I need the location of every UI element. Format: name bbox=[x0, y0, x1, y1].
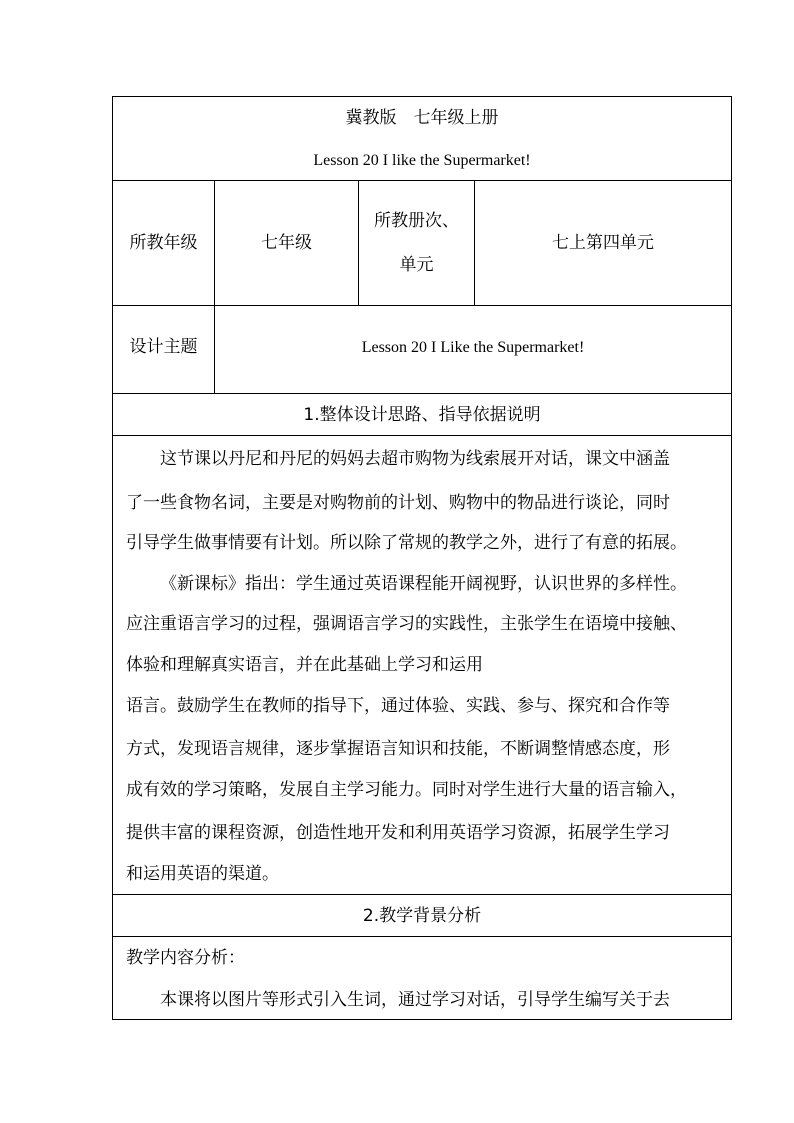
subheading: 教学内容分析： bbox=[126, 948, 245, 968]
row-divider bbox=[112, 894, 732, 895]
volume-value: 七上第四单元 bbox=[552, 233, 654, 253]
paragraph-line: 提供丰富的课程资源，创造性地开发和利用英语学习资源，拓展学生学习 bbox=[126, 823, 670, 843]
row-divider bbox=[112, 180, 732, 181]
volume-label: 单元 bbox=[399, 255, 434, 275]
paragraph-line: 了一些食物名词，主要是对购物前的计划、购物中的物品进行谈论，同时 bbox=[126, 493, 670, 513]
row-divider bbox=[112, 393, 732, 394]
column-divider bbox=[358, 180, 359, 306]
document-title: 冀教版 七年级上册 bbox=[345, 108, 499, 128]
paragraph-line: 本课将以图片等形式引入生词，通过学习对话，引导学生编写关于去 bbox=[160, 990, 670, 1010]
paragraph-line: 成有效的学习策略，发展自主学习能力。同时对学生进行大量的语言输入， bbox=[126, 780, 687, 800]
paragraph-line: 应注重语言学习的过程，强调语言学习的实践性，主张学生在语境中接触、 bbox=[126, 614, 687, 634]
section-heading: 2.教学背景分析 bbox=[362, 906, 482, 926]
paragraph-line: 方式，发现语言规律，逐步掌握语言知识和技能，不断调整情感态度，形 bbox=[126, 739, 670, 759]
column-divider bbox=[214, 180, 215, 394]
theme-label: 设计主题 bbox=[129, 337, 198, 357]
theme-value: Lesson 20 I Like the Supermarket! bbox=[361, 339, 585, 356]
row-divider bbox=[112, 305, 732, 306]
table-border-right bbox=[731, 96, 732, 1020]
lesson-subtitle: Lesson 20 I like the Supermarket! bbox=[313, 152, 531, 169]
section-heading: 1.整体设计思路、指导依据说明 bbox=[303, 405, 541, 425]
grade-label: 所教年级 bbox=[129, 233, 198, 253]
paragraph-line: 和运用英语的渠道。 bbox=[126, 864, 279, 884]
paragraph-line: 《新课标》指出：学生通过英语课程能开阔视野，认识世界的多样性。 bbox=[160, 574, 687, 594]
row-divider bbox=[112, 435, 732, 436]
paragraph-line: 体验和理解真实语言，并在此基础上学习和运用 bbox=[126, 655, 483, 675]
volume-label: 所教册次、 bbox=[374, 211, 459, 231]
paragraph-line: 这节课以丹尼和丹尼的妈妈去超市购物为线索展开对话，课文中涵盖 bbox=[160, 449, 670, 469]
paragraph-line: 语言。鼓励学生在教师的指导下，通过体验、实践、参与、探究和合作等 bbox=[126, 696, 670, 716]
paragraph-line: 引导学生做事情要有计划。所以除了常规的教学之外，进行了有意的拓展。 bbox=[126, 533, 687, 553]
table-border-top bbox=[112, 96, 732, 97]
row-divider bbox=[112, 936, 732, 937]
table-border-bottom bbox=[112, 1019, 732, 1020]
grade-value: 七年级 bbox=[261, 233, 312, 253]
